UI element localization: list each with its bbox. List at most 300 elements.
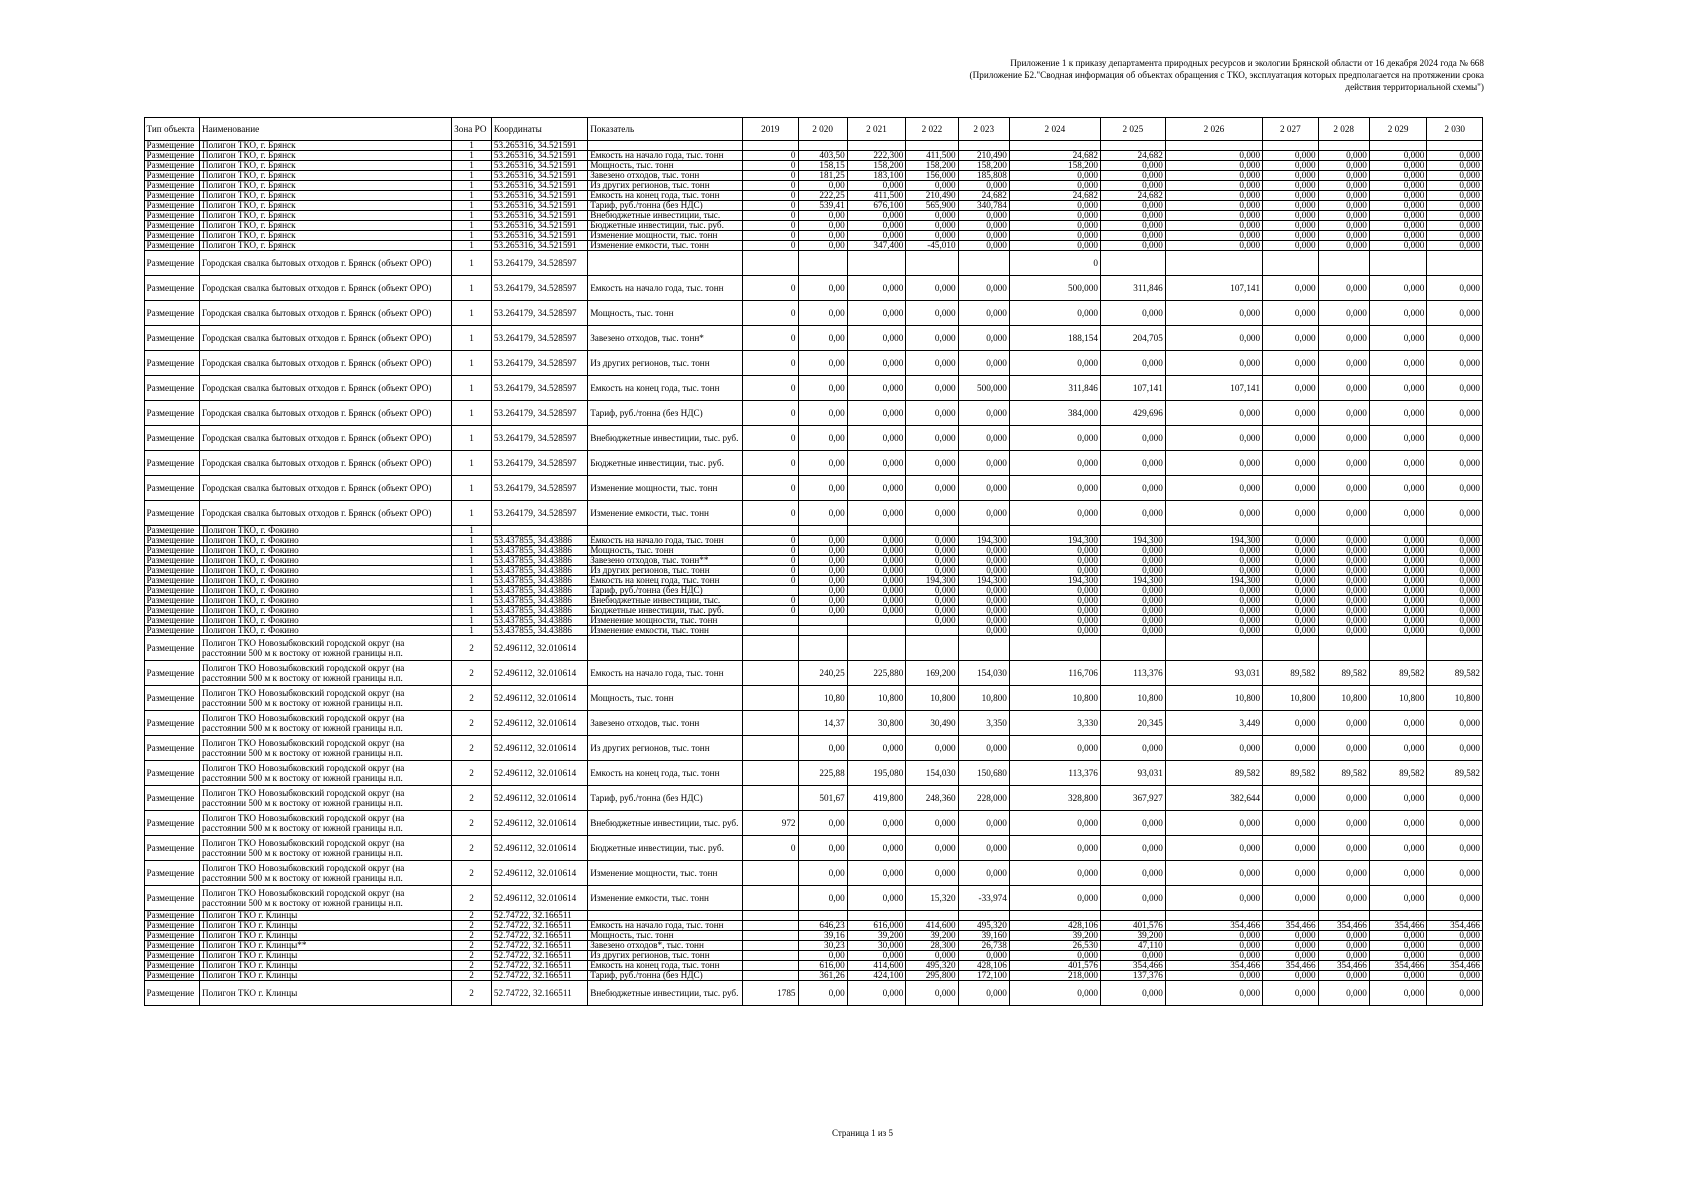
value-cell: 0,000 [1427,191,1483,201]
value-cell [1263,251,1318,276]
value-cell: 0,000 [1100,161,1165,171]
object-name: Полигон ТКО г. Клинцы** [199,941,451,951]
value-cell: 0,000 [847,736,906,761]
value-cell [1100,911,1165,921]
object-coords: 52.496112, 32.010614 [491,736,587,761]
value-cell: 10,800 [1100,686,1165,711]
value-cell: 0,000 [1100,221,1165,231]
value-cell: 0,000 [1263,971,1318,981]
value-cell: 0,000 [1427,221,1483,231]
value-cell: 0,000 [1369,556,1427,566]
object-zone: 1 [452,151,492,161]
object-zone: 1 [452,616,492,626]
value-cell: 0,000 [1009,981,1100,1006]
table-row [144,426,1483,451]
object-zone: 1 [452,161,492,171]
object-zone: 1 [452,501,492,526]
value-cell: 210,490 [906,191,958,201]
value-cell: 0,000 [847,181,906,191]
value-cell [1318,141,1369,151]
value-cell: 0,000 [958,401,1009,426]
value-cell: 414,600 [847,961,906,971]
value-cell: 0,000 [1100,476,1165,501]
value-cell: 0,000 [1165,231,1262,241]
value-cell: 0,000 [906,276,958,301]
table-row [144,151,1483,161]
object-type: Размещение [144,971,199,981]
value-cell: 0,000 [1009,426,1100,451]
value-cell: 354,466 [1369,921,1427,931]
value-cell: 0,000 [1369,606,1427,616]
indicator-name: Емкость на конец года, тыс. тонн [588,376,743,401]
value-cell [798,526,847,536]
object-zone: 1 [452,181,492,191]
object-name: Полигон ТКО Новозыбковский городской округ (на расстоянии 500 м к востоку от южной границы н.п. [199,786,451,811]
table-row [144,886,1483,911]
value-cell: 0,000 [1263,586,1318,596]
object-name: Полигон ТКО г. Клинцы [199,931,451,941]
object-zone: 1 [452,626,492,636]
object-type: Размещение [144,141,199,151]
value-cell: 0,000 [1318,211,1369,221]
value-cell: 89,582 [1165,761,1262,786]
value-cell [798,251,847,276]
value-cell: 401,576 [1009,961,1100,971]
value-cell: 500,000 [1009,276,1100,301]
value-cell: 194,300 [906,576,958,586]
object-type: Размещение [144,586,199,596]
value-cell: 676,100 [847,201,906,211]
indicator-name: Завезено отходов, тыс. тонн** [588,556,743,566]
table-row [144,566,1483,576]
value-cell [743,686,798,711]
value-cell: 0,000 [1369,171,1427,181]
indicator-name: Тариф, руб./тонна (без НДС) [588,401,743,426]
object-zone: 2 [452,761,492,786]
value-cell: 0,000 [1318,566,1369,576]
object-coords: 53.437855, 34.43886 [491,566,587,576]
value-cell: 0,000 [1369,586,1427,596]
value-cell: 428,106 [958,961,1009,971]
column-header: Зона РО [452,118,492,141]
value-cell: 0,000 [1100,836,1165,861]
object-type: Размещение [144,786,199,811]
value-cell: 0,000 [1369,596,1427,606]
value-cell: 20,345 [1100,711,1165,736]
value-cell [1009,911,1100,921]
object-zone: 2 [452,661,492,686]
value-cell: 0,000 [906,401,958,426]
value-cell: 89,582 [1427,661,1483,686]
indicator-name: Тариф, руб./тонна (без НДС) [588,786,743,811]
object-name: Полигон ТКО, г. Брянск [199,181,451,191]
object-coords: 53.265316, 34.521591 [491,221,587,231]
indicator-name: Изменение емкости, тыс. тонн [588,501,743,526]
value-cell: 116,706 [1009,661,1100,686]
value-cell: 0,000 [958,626,1009,636]
value-cell: 0,000 [906,546,958,556]
object-name: Полигон ТКО, г. Фокино [199,526,451,536]
value-cell: 0,000 [1263,786,1318,811]
value-cell: 0,000 [958,811,1009,836]
object-type: Размещение [144,736,199,761]
value-cell: 0 [743,576,798,586]
value-cell: 0,000 [1369,971,1427,981]
object-name: Полигон ТКО, г. Фокино [199,596,451,606]
value-cell: 0 [1009,251,1100,276]
object-coords: 53.264179, 34.528597 [491,351,587,376]
value-cell: 0,000 [1318,981,1369,1006]
value-cell: 0,000 [958,861,1009,886]
indicator-name: Из других регионов, тыс. тонн [588,566,743,576]
object-type: Размещение [144,836,199,861]
value-cell: 0,000 [1369,981,1427,1006]
value-cell: 0,00 [798,241,847,251]
object-coords: 53.264179, 34.528597 [491,401,587,426]
object-type: Размещение [144,661,199,686]
object-header-row [144,911,1483,921]
table-row [144,941,1483,951]
table-row [144,201,1483,211]
value-cell: 0,000 [1369,326,1427,351]
value-cell: 0,000 [1100,211,1165,221]
table-row [144,211,1483,221]
value-cell: 0,000 [1263,201,1318,211]
object-coords: 53.437855, 34.43886 [491,586,587,596]
object-type: Размещение [144,426,199,451]
value-cell [906,526,958,536]
value-cell: 0,000 [1369,536,1427,546]
indicator-name: Тариф, руб./тонна (без НДС) [588,971,743,981]
value-cell: 0,000 [1263,536,1318,546]
object-header-row [144,251,1483,276]
value-cell [1263,911,1318,921]
value-cell: 0,000 [906,811,958,836]
value-cell: 3,449 [1165,711,1262,736]
value-cell: 0,000 [958,501,1009,526]
object-type: Размещение [144,761,199,786]
value-cell [1165,526,1262,536]
value-cell [847,911,906,921]
value-cell: 0,000 [1427,231,1483,241]
object-name: Полигон ТКО, г. Фокино [199,576,451,586]
indicator-name: Внебюджетные инвестиции, тыс. руб. [588,426,743,451]
value-cell: 495,320 [958,921,1009,931]
object-type: Размещение [144,616,199,626]
value-cell: 0,000 [1165,351,1262,376]
value-cell: 0,000 [906,181,958,191]
indicator-name: Изменение мощности, тыс. тонн [588,616,743,626]
table-row [144,661,1483,686]
indicator-name: Завезено отходов, тыс. тонн [588,711,743,736]
value-cell: 0,000 [1427,596,1483,606]
value-cell: 0,000 [1369,451,1427,476]
object-type: Размещение [144,596,199,606]
value-cell: 0,000 [906,616,958,626]
value-cell: 0,000 [1009,886,1100,911]
object-zone: 2 [452,971,492,981]
column-header: 2 025 [1100,118,1165,141]
value-cell: 1785 [743,981,798,1006]
value-cell: 419,800 [847,786,906,811]
value-cell: 0,000 [1318,426,1369,451]
value-cell [743,911,798,921]
value-cell: 0,000 [906,861,958,886]
value-cell: 0,000 [1100,181,1165,191]
value-cell [743,736,798,761]
value-cell: 0,000 [1318,171,1369,181]
object-coords: 52.496112, 32.010614 [491,686,587,711]
indicator-cell [588,141,743,151]
indicator-name: Емкость на конец года, тыс. тонн [588,576,743,586]
value-cell: 0,000 [847,301,906,326]
table-row [144,556,1483,566]
value-cell: 0,000 [1165,501,1262,526]
value-cell: 0,000 [1427,201,1483,211]
object-type: Размещение [144,556,199,566]
object-header-row [144,526,1483,536]
value-cell: 10,800 [847,686,906,711]
value-cell: 0,00 [798,221,847,231]
value-cell [743,761,798,786]
value-cell: 0,00 [798,836,847,861]
value-cell: 0,000 [958,351,1009,376]
value-cell: 28,300 [906,941,958,951]
object-coords: 52.74722, 32.166511 [491,931,587,941]
value-cell: 210,490 [958,151,1009,161]
object-type: Размещение [144,546,199,556]
indicator-name: Емкость на конец года, тыс. тонн [588,761,743,786]
value-cell: 0,000 [958,231,1009,241]
value-cell: 0,00 [798,351,847,376]
value-cell [1318,251,1369,276]
value-cell: 3,350 [958,711,1009,736]
value-cell: 113,376 [1009,761,1100,786]
value-cell: 172,100 [958,971,1009,981]
table-row [144,241,1483,251]
value-cell: 0,000 [1165,941,1262,951]
value-cell: 0,000 [1165,556,1262,566]
value-cell: 0,000 [906,451,958,476]
value-cell: 0,000 [1263,171,1318,181]
value-cell: 0,000 [1427,931,1483,941]
value-cell: 0,000 [1318,931,1369,941]
object-zone: 2 [452,911,492,921]
object-zone: 2 [452,711,492,736]
value-cell [906,911,958,921]
value-cell: 0,000 [958,426,1009,451]
value-cell: 0,000 [1427,326,1483,351]
object-type: Размещение [144,501,199,526]
value-cell: 0 [743,536,798,546]
value-cell: 0,000 [1427,181,1483,191]
object-type: Размещение [144,241,199,251]
object-type: Размещение [144,606,199,616]
indicator-name: Бюджетные инвестиции, тыс. руб. [588,221,743,231]
value-cell [743,251,798,276]
column-header: 2 029 [1369,118,1427,141]
object-name: Городская свалка бытовых отходов г. Брянск (объект ОРО) [199,501,451,526]
column-header: Наименование [199,118,451,141]
column-header: 2 021 [847,118,906,141]
value-cell: 0,000 [906,351,958,376]
value-cell: 0,000 [1009,241,1100,251]
value-cell: 39,200 [1100,931,1165,941]
object-zone: 1 [452,576,492,586]
value-cell [798,911,847,921]
value-cell: 0,000 [1318,941,1369,951]
table-row [144,181,1483,191]
object-name: Полигон ТКО Новозыбковский городской округ (на расстоянии 500 м к востоку от южной границы н.п. [199,836,451,861]
object-type: Размещение [144,961,199,971]
value-cell: 0,000 [906,596,958,606]
value-cell: 0,000 [1427,351,1483,376]
value-cell: 0,000 [847,536,906,546]
object-coords: 53.265316, 34.521591 [491,241,587,251]
value-cell: 10,800 [1369,686,1427,711]
value-cell: 0,000 [958,736,1009,761]
value-cell [1369,911,1427,921]
value-cell [1009,636,1100,661]
value-cell: 0,000 [1427,971,1483,981]
value-cell: 0,000 [847,326,906,351]
value-cell: 0,000 [1369,161,1427,171]
indicator-name: Мощность, тыс. тонн [588,546,743,556]
object-type: Размещение [144,476,199,501]
value-cell: 0,000 [1263,546,1318,556]
value-cell: 194,300 [1165,536,1262,546]
value-cell: 0,000 [1100,626,1165,636]
object-coords: 53.265316, 34.521591 [491,181,587,191]
object-type: Размещение [144,526,199,536]
object-type: Размещение [144,451,199,476]
table-row [144,931,1483,941]
column-header: 2 022 [906,118,958,141]
value-cell: 0,000 [847,276,906,301]
object-type: Размещение [144,276,199,301]
value-cell: 30,800 [847,711,906,736]
value-cell: 495,320 [906,961,958,971]
object-name: Городская свалка бытовых отходов г. Брянск (объект ОРО) [199,476,451,501]
value-cell: 0,000 [1427,836,1483,861]
value-cell: 24,682 [1009,191,1100,201]
value-cell: 0,000 [1100,426,1165,451]
object-coords: 52.74722, 32.166511 [491,961,587,971]
object-name: Полигон ТКО Новозыбковский городской округ (на расстоянии 500 м к востоку от южной границы н.п. [199,761,451,786]
value-cell: 194,300 [1009,576,1100,586]
value-cell: 39,200 [847,931,906,941]
value-cell: 0,000 [1369,711,1427,736]
value-cell: 0,000 [1100,606,1165,616]
value-cell: 0,000 [1165,181,1262,191]
value-cell: 194,300 [958,576,1009,586]
value-cell: 89,582 [1263,661,1318,686]
value-cell: 0,00 [798,181,847,191]
object-name: Полигон ТКО г. Клинцы [199,971,451,981]
value-cell: 0,000 [847,606,906,616]
value-cell: 0 [743,171,798,181]
value-cell: 0,000 [958,476,1009,501]
object-name: Полигон ТКО г. Клинцы [199,961,451,971]
indicator-name: Из других регионов, тыс. тонн [588,736,743,761]
object-zone: 1 [452,191,492,201]
value-cell: 0,000 [1009,476,1100,501]
value-cell: 0,000 [1427,616,1483,626]
object-zone: 1 [452,566,492,576]
value-cell: 0,000 [1263,576,1318,586]
value-cell [798,626,847,636]
document-caption [724,57,1484,93]
value-cell: 0,000 [1369,231,1427,241]
value-cell: 204,705 [1100,326,1165,351]
object-name: Полигон ТКО, г. Фокино [199,556,451,566]
object-coords: 53.264179, 34.528597 [491,251,587,276]
object-type: Размещение [144,626,199,636]
object-name: Полигон ТКО, г. Фокино [199,536,451,546]
value-cell: 0,00 [798,546,847,556]
value-cell: 328,800 [1009,786,1100,811]
value-cell [1427,636,1483,661]
value-cell [743,951,798,961]
value-cell: 185,808 [958,171,1009,181]
table-row [144,576,1483,586]
object-zone: 1 [452,326,492,351]
value-cell: 39,160 [958,931,1009,941]
object-coords: 53.265316, 34.521591 [491,141,587,151]
value-cell: 0,000 [1009,231,1100,241]
object-name: Полигон ТКО, г. Брянск [199,141,451,151]
indicator-name: Из других регионов, тыс. тонн [588,181,743,191]
value-cell: 0,000 [1263,426,1318,451]
object-zone: 2 [452,921,492,931]
value-cell: 10,800 [958,686,1009,711]
value-cell: 10,800 [1165,686,1262,711]
value-cell: 0,000 [1263,811,1318,836]
value-cell: 0,000 [847,476,906,501]
value-cell: 0,000 [847,981,906,1006]
value-cell: 0,000 [1165,736,1262,761]
indicator-cell [588,636,743,661]
value-cell: 0,000 [1369,951,1427,961]
value-cell [1165,141,1262,151]
object-coords: 53.264179, 34.528597 [491,276,587,301]
value-cell: 0,000 [1263,301,1318,326]
object-name: Полигон ТКО, г. Брянск [199,211,451,221]
object-zone: 1 [452,556,492,566]
value-cell: 0,000 [1427,586,1483,596]
value-cell: 107,141 [1165,276,1262,301]
indicator-name: Внебюджетные инвестиции, тыс. [588,211,743,221]
value-cell: 0,000 [906,981,958,1006]
table-row [144,231,1483,241]
object-type: Размещение [144,861,199,886]
table-row [144,171,1483,181]
object-type: Размещение [144,536,199,546]
value-cell: 0,000 [1318,861,1369,886]
value-cell: 382,644 [1165,786,1262,811]
value-cell: 0 [743,566,798,576]
object-coords: 52.74722, 32.166511 [491,971,587,981]
value-cell: 0,000 [1263,566,1318,576]
object-type: Размещение [144,981,199,1006]
value-cell: 0,000 [1427,276,1483,301]
value-cell: 0,000 [1165,301,1262,326]
value-cell [743,971,798,981]
value-cell: 0,000 [1009,211,1100,221]
object-zone: 1 [452,426,492,451]
value-cell: 0,00 [798,811,847,836]
value-cell: 0,000 [958,181,1009,191]
